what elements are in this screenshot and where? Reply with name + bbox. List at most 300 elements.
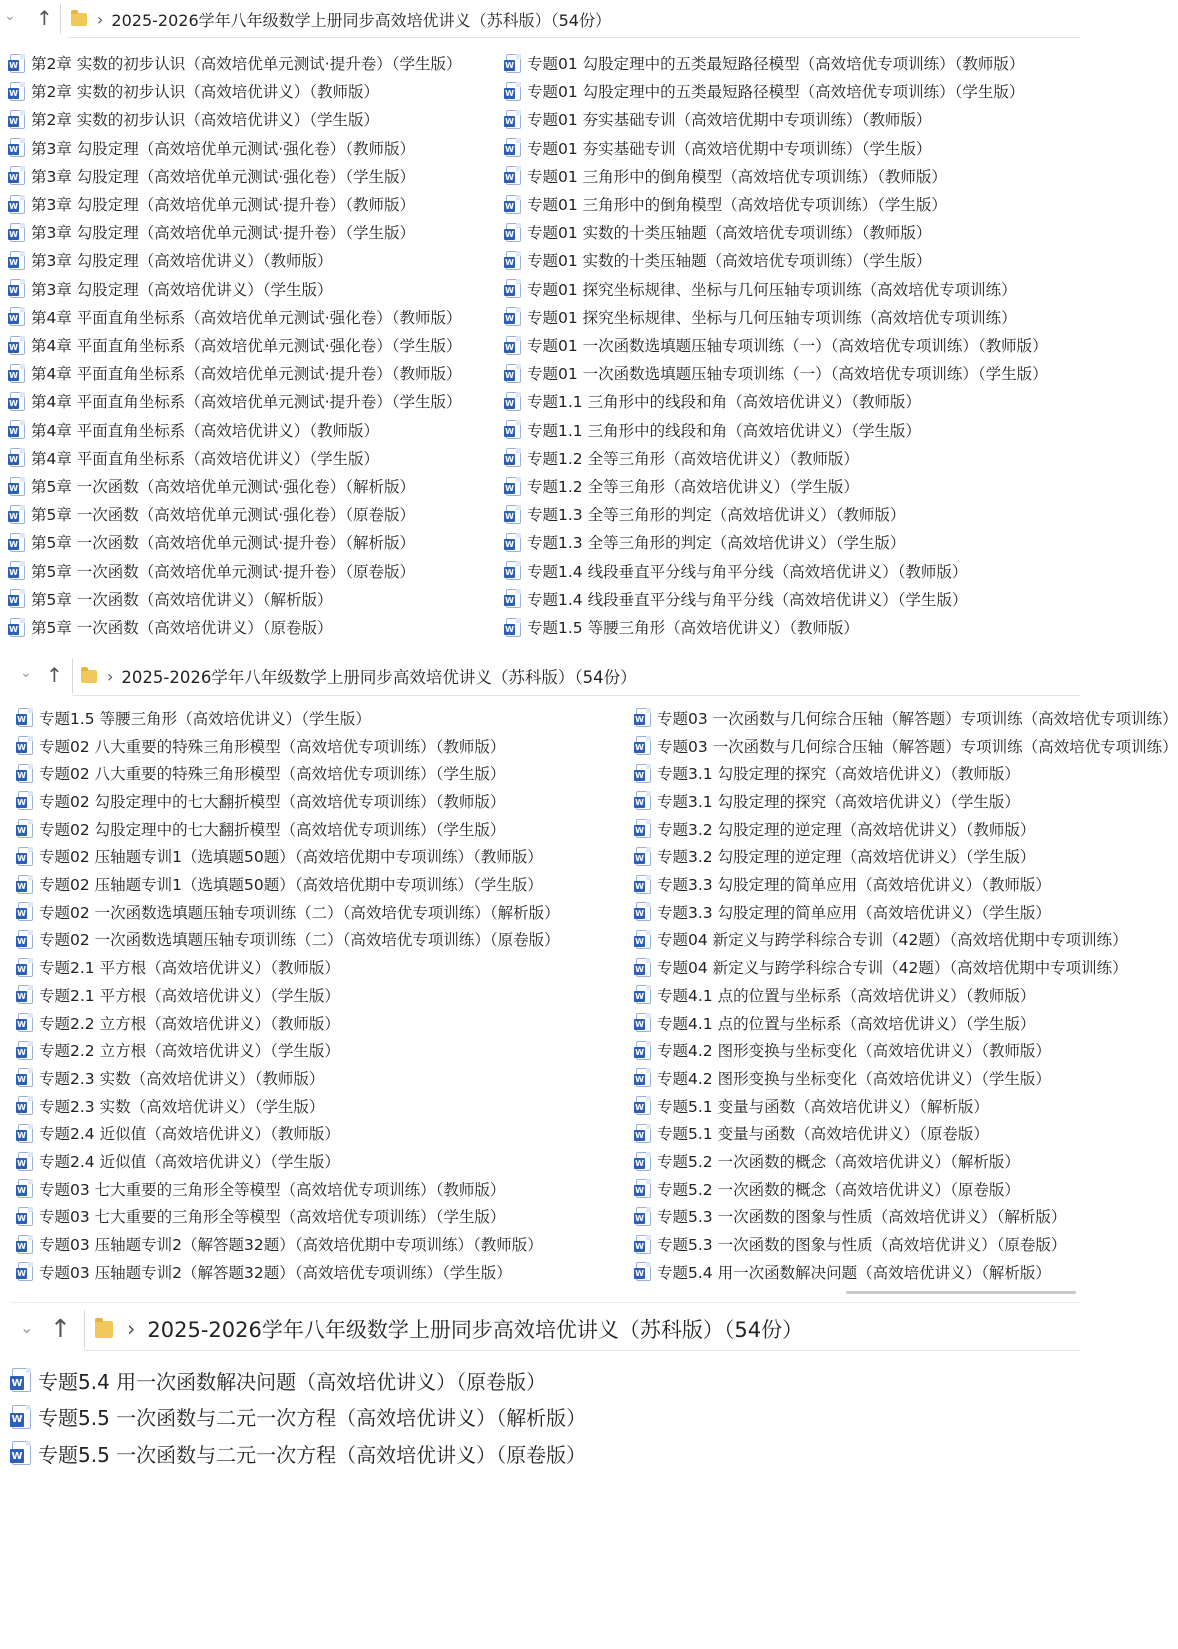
word-badge: W xyxy=(635,1186,644,1196)
file-item[interactable] xyxy=(18,1036,614,1064)
file-item[interactable] xyxy=(12,1435,1072,1472)
word-badge: W xyxy=(17,715,26,725)
file-item[interactable] xyxy=(10,387,492,415)
file-name: 第4章 平面直角坐标系（高效培优单元测试·强化卷）（教师版） xyxy=(31,308,462,327)
word-badge: W xyxy=(505,511,514,521)
file-name: 第2章 实数的初步认识（高效培优讲义）（教师版） xyxy=(31,83,380,102)
word-badge: W xyxy=(635,936,644,946)
word-document-icon xyxy=(12,1441,31,1465)
word-badge: W xyxy=(17,853,26,863)
up-arrow-icon[interactable]: ↑ xyxy=(50,1314,71,1343)
address-path[interactable] xyxy=(84,1310,1080,1348)
file-item[interactable] xyxy=(636,759,1080,787)
file-item[interactable] xyxy=(636,1009,1080,1037)
word-document-icon xyxy=(506,618,521,637)
word-badge: W xyxy=(9,257,18,267)
file-item[interactable] xyxy=(18,1175,614,1203)
file-item[interactable] xyxy=(18,953,614,981)
file-name: 专题1.1 三角形中的线段和角（高效培优讲义）（教师版） xyxy=(527,393,921,412)
explorer-panel-2 xyxy=(0,655,1178,1298)
breadcrumb-path[interactable]: 2025-2026学年八年级数学上册同步高效培优讲义（苏科版）（54份） xyxy=(147,1318,804,1342)
word-document-icon xyxy=(506,364,521,383)
file-name: 第5章 一次函数（高效培优单元测试·提升卷）（解析版） xyxy=(31,534,415,553)
word-badge: W xyxy=(17,909,26,919)
file-item[interactable] xyxy=(10,500,492,528)
word-document-icon xyxy=(10,138,25,157)
file-item[interactable] xyxy=(18,787,614,815)
word-badge: W xyxy=(9,314,18,324)
file-item[interactable] xyxy=(10,49,492,77)
word-document-icon xyxy=(18,1068,33,1087)
file-item[interactable] xyxy=(10,218,492,246)
word-badge: W xyxy=(17,743,26,753)
file-item[interactable] xyxy=(10,77,492,105)
file-item[interactable] xyxy=(10,162,492,190)
file-item[interactable] xyxy=(506,331,1080,359)
breadcrumb-separator: › xyxy=(97,9,104,29)
file-item[interactable] xyxy=(636,1120,1080,1148)
file-item[interactable] xyxy=(506,190,1080,218)
word-badge: W xyxy=(17,770,26,780)
file-item[interactable] xyxy=(636,1147,1080,1175)
chevron-down-icon[interactable]: ⌄ xyxy=(20,665,32,681)
file-item[interactable] xyxy=(636,981,1080,1009)
file-name: 专题3.1 勾股定理的探究（高效培优讲义）（教师版） xyxy=(657,765,1020,784)
word-badge: W xyxy=(17,1047,26,1057)
word-document-icon xyxy=(10,618,25,637)
file-item[interactable] xyxy=(10,585,492,613)
word-badge: W xyxy=(635,770,644,780)
word-document-icon xyxy=(636,1041,651,1060)
file-name: 专题03 一次函数与几何综合压轴（解答题）专项训练（高效培优专项训练） xyxy=(657,737,1178,756)
file-item[interactable] xyxy=(10,303,492,331)
word-badge: W xyxy=(635,1130,644,1140)
file-item[interactable] xyxy=(636,1203,1080,1231)
divider xyxy=(72,695,1080,696)
address-bar xyxy=(0,4,1080,34)
file-item[interactable] xyxy=(506,500,1080,528)
word-document-icon xyxy=(10,195,25,214)
file-name: 第4章 平面直角坐标系（高效培优单元测试·提升卷）（学生版） xyxy=(31,393,462,412)
word-document-icon xyxy=(10,166,25,185)
word-badge: W xyxy=(635,1075,644,1085)
file-item[interactable] xyxy=(506,49,1080,77)
file-item[interactable] xyxy=(506,275,1080,303)
file-item[interactable] xyxy=(18,1230,614,1258)
file-list-left xyxy=(18,704,614,1294)
file-name: 专题1.4 线段垂直平分线与角平分线（高效培优讲义）（教师版） xyxy=(527,562,968,581)
word-badge: W xyxy=(505,116,514,126)
word-document-icon xyxy=(18,1041,33,1060)
file-name: 第4章 平面直角坐标系（高效培优单元测试·强化卷）（学生版） xyxy=(31,337,462,356)
file-item[interactable] xyxy=(18,1009,614,1037)
file-name: 专题1.1 三角形中的线段和角（高效培优讲义）（学生版） xyxy=(527,421,921,440)
file-name: 专题02 八大重要的特殊三角形模型（高效培优专项训练）（教师版） xyxy=(39,737,506,756)
word-document-icon xyxy=(636,930,651,949)
file-item[interactable] xyxy=(12,1362,1072,1399)
file-name: 专题2.2 立方根（高效培优讲义）（教师版） xyxy=(39,1014,340,1033)
file-item[interactable] xyxy=(506,472,1080,500)
word-badge: W xyxy=(9,539,18,549)
file-name: 第3章 勾股定理（高效培优讲义）（学生版） xyxy=(31,280,333,299)
word-document-icon xyxy=(10,251,25,270)
word-badge: W xyxy=(635,1103,644,1113)
file-item[interactable] xyxy=(506,444,1080,472)
file-name: 第3章 勾股定理（高效培优单元测试·强化卷）（学生版） xyxy=(31,167,415,186)
word-document-icon xyxy=(10,589,25,608)
file-name: 专题01 实数的十类压轴题（高效培优专项训练）（教师版） xyxy=(527,224,932,243)
file-item[interactable] xyxy=(10,190,492,218)
file-item[interactable] xyxy=(18,926,614,954)
file-item[interactable] xyxy=(18,981,614,1009)
file-item[interactable] xyxy=(506,387,1080,415)
word-badge: W xyxy=(11,1414,23,1426)
file-item[interactable] xyxy=(18,898,614,926)
word-badge: W xyxy=(9,568,18,578)
word-badge: W xyxy=(17,1241,26,1251)
file-name: 专题01 三角形中的倒角模型（高效培优专项训练）（学生版） xyxy=(527,196,947,215)
file-item[interactable] xyxy=(18,704,614,732)
file-item[interactable] xyxy=(636,815,1080,843)
file-name: 专题2.4 近似值（高效培优讲义）（教师版） xyxy=(39,1125,340,1144)
word-badge: W xyxy=(635,992,644,1002)
file-name: 专题4.1 点的位置与坐标系（高效培优讲义）（教师版） xyxy=(657,986,1036,1005)
word-badge: W xyxy=(505,596,514,606)
word-document-icon xyxy=(636,1207,651,1226)
word-badge: W xyxy=(505,342,514,352)
word-badge: W xyxy=(17,992,26,1002)
file-name: 专题1.3 全等三角形的判定（高效培优讲义）（学生版） xyxy=(527,534,906,553)
word-badge: W xyxy=(505,483,514,493)
chevron-down-icon[interactable]: ⌄ xyxy=(4,8,16,24)
file-item[interactable] xyxy=(506,105,1080,133)
file-name: 专题2.3 实数（高效培优讲义）（教师版） xyxy=(39,1069,325,1088)
file-list-right xyxy=(506,49,1080,649)
file-name: 专题5.5 一次函数与二元一次方程（高效培优讲义）（原卷版） xyxy=(38,1442,587,1467)
word-document-icon xyxy=(636,1068,651,1087)
word-document-icon xyxy=(636,958,651,977)
word-badge: W xyxy=(17,1269,26,1279)
word-badge: W xyxy=(9,398,18,408)
file-name: 专题5.2 一次函数的概念（高效培优讲义）（解析版） xyxy=(657,1153,1020,1172)
word-badge: W xyxy=(17,1075,26,1085)
word-document-icon xyxy=(506,195,521,214)
file-name: 专题03 七大重要的三角形全等模型（高效培优专项训练）（教师版） xyxy=(39,1180,506,1199)
word-document-icon xyxy=(18,875,33,894)
file-item[interactable] xyxy=(506,613,1080,641)
word-badge: W xyxy=(17,1158,26,1168)
file-name: 专题01 夯实基础专训（高效培优期中专项训练）（学生版） xyxy=(527,139,932,158)
file-item[interactable] xyxy=(506,77,1080,105)
file-name: 第3章 勾股定理（高效培优单元测试·提升卷）（学生版） xyxy=(31,224,415,243)
word-document-icon xyxy=(18,902,33,921)
word-badge: W xyxy=(9,201,18,211)
word-badge: W xyxy=(17,1103,26,1113)
word-document-icon xyxy=(10,392,25,411)
file-name: 专题1.2 全等三角形（高效培优讲义）（学生版） xyxy=(527,478,859,497)
word-badge: W xyxy=(17,826,26,836)
file-item[interactable] xyxy=(10,444,492,472)
word-document-icon xyxy=(636,1124,651,1143)
file-item[interactable] xyxy=(506,359,1080,387)
word-badge: W xyxy=(505,201,514,211)
word-document-icon xyxy=(636,875,651,894)
up-arrow-icon[interactable]: ↑ xyxy=(46,663,63,687)
word-document-icon xyxy=(506,448,521,467)
file-item[interactable] xyxy=(635,926,1128,954)
word-badge: W xyxy=(505,427,514,437)
word-document-icon xyxy=(18,1124,33,1143)
file-name: 专题01 三角形中的倒角模型（高效培优专项训练）（教师版） xyxy=(527,167,947,186)
file-name: 第5章 一次函数（高效培优单元测试·强化卷）（解析版） xyxy=(31,478,415,497)
word-document-icon xyxy=(18,1235,33,1254)
word-badge: W xyxy=(635,1269,644,1279)
word-document-icon xyxy=(18,1152,33,1171)
word-document-icon xyxy=(636,1096,651,1115)
explorer-panel-1 xyxy=(0,0,1080,652)
word-badge: W xyxy=(17,936,26,946)
word-badge: W xyxy=(11,1450,23,1462)
word-badge: W xyxy=(9,145,18,155)
file-item[interactable] xyxy=(636,843,1080,871)
word-badge: W xyxy=(9,483,18,493)
file-item[interactable] xyxy=(10,359,492,387)
file-name: 专题3.3 勾股定理的简单应用（高效培优讲义）（学生版） xyxy=(657,903,1051,922)
file-item[interactable] xyxy=(18,1203,614,1231)
file-item[interactable] xyxy=(506,303,1080,331)
file-name: 专题4.2 图形变换与坐标变化（高效培优讲义）（教师版） xyxy=(657,1042,1051,1061)
file-item[interactable] xyxy=(18,870,614,898)
word-badge: W xyxy=(505,173,514,183)
word-document-icon xyxy=(10,279,25,298)
word-document-icon xyxy=(10,110,25,129)
word-badge: W xyxy=(635,743,644,753)
word-document-icon xyxy=(18,1013,33,1032)
word-badge: W xyxy=(17,1130,26,1140)
file-name: 专题5.2 一次函数的概念（高效培优讲义）（原卷版） xyxy=(657,1180,1020,1199)
file-name: 专题3.3 勾股定理的简单应用（高效培优讲义）（教师版） xyxy=(657,876,1051,895)
word-document-icon xyxy=(18,930,33,949)
file-name: 第5章 一次函数（高效培优单元测试·强化卷）（原卷版） xyxy=(31,506,415,525)
file-item[interactable] xyxy=(635,732,1178,760)
file-name: 第5章 一次函数（高效培优单元测试·提升卷）（原卷版） xyxy=(31,562,415,581)
word-document-icon xyxy=(506,110,521,129)
word-badge: W xyxy=(9,370,18,380)
word-document-icon xyxy=(10,54,25,73)
word-document-icon xyxy=(506,505,521,524)
file-name: 专题1.5 等腰三角形（高效培优讲义）（教师版） xyxy=(527,619,859,638)
file-name: 专题01 一次函数选填题压轴专项训练（一）（高效培优专项训练）（教师版） xyxy=(527,337,1048,356)
file-item[interactable] xyxy=(636,1230,1080,1258)
word-badge: W xyxy=(635,853,644,863)
word-document-icon xyxy=(18,1179,33,1198)
file-name: 专题02 八大重要的特殊三角形模型（高效培优专项训练）（学生版） xyxy=(39,765,506,784)
word-badge: W xyxy=(17,798,26,808)
word-document-icon xyxy=(506,223,521,242)
file-item[interactable] xyxy=(635,953,1128,981)
file-name: 第2章 实数的初步认识（高效培优单元测试·提升卷）（学生版） xyxy=(31,55,462,74)
file-item[interactable] xyxy=(636,1036,1080,1064)
file-name: 专题5.1 变量与函数（高效培优讲义）（解析版） xyxy=(657,1097,989,1116)
chevron-down-icon[interactable]: ⌄ xyxy=(20,1318,34,1337)
file-item[interactable] xyxy=(18,1258,614,1286)
file-item[interactable] xyxy=(10,134,492,162)
file-name: 专题5.3 一次函数的图象与性质（高效培优讲义）（解析版） xyxy=(657,1208,1067,1227)
word-badge: W xyxy=(505,286,514,296)
word-badge: W xyxy=(505,257,514,267)
file-item[interactable] xyxy=(635,704,1178,732)
file-name: 专题01 探究坐标规律、坐标与几何压轴专项训练（高效培优专项训练） xyxy=(527,308,1017,327)
file-item[interactable] xyxy=(636,787,1080,815)
file-item[interactable] xyxy=(636,870,1080,898)
divider xyxy=(84,1350,1080,1351)
file-name: 专题02 压轴题专训1（选填题50题）（高效培优期中专项训练）（学生版） xyxy=(39,876,543,895)
word-badge: W xyxy=(505,145,514,155)
word-document-icon xyxy=(10,82,25,101)
word-document-icon xyxy=(506,138,521,157)
file-name: 专题3.1 勾股定理的探究（高效培优讲义）（学生版） xyxy=(657,792,1020,811)
file-item[interactable] xyxy=(10,416,492,444)
file-item[interactable] xyxy=(10,528,492,556)
word-document-icon xyxy=(506,279,521,298)
word-document-icon xyxy=(506,82,521,101)
file-name: 专题2.1 平方根（高效培优讲义）（学生版） xyxy=(39,986,340,1005)
file-item[interactable] xyxy=(506,162,1080,190)
word-badge: W xyxy=(635,909,644,919)
word-badge: W xyxy=(9,88,18,98)
up-arrow-icon[interactable]: ↑ xyxy=(36,6,53,30)
word-document-icon xyxy=(636,764,651,783)
word-badge: W xyxy=(505,624,514,634)
word-badge: W xyxy=(635,1213,644,1223)
file-list-left xyxy=(10,49,492,649)
file-item[interactable] xyxy=(18,843,614,871)
word-document-icon xyxy=(18,819,33,838)
address-path[interactable] xyxy=(72,659,1080,693)
word-document-icon xyxy=(636,1152,651,1171)
divider xyxy=(10,1302,1080,1303)
file-item[interactable] xyxy=(10,472,492,500)
address-path[interactable] xyxy=(60,4,1080,34)
file-item[interactable] xyxy=(506,557,1080,585)
file-name: 第4章 平面直角坐标系（高效培优单元测试·提升卷）（教师版） xyxy=(31,365,462,384)
file-item[interactable] xyxy=(18,759,614,787)
file-name: 专题02 一次函数选填题压轴专项训练（二）（高效培优专项训练）（解析版） xyxy=(39,903,560,922)
word-document-icon xyxy=(506,477,521,496)
horizontal-scrollbar[interactable] xyxy=(846,1291,1076,1294)
word-document-icon xyxy=(506,561,521,580)
file-item[interactable] xyxy=(636,1175,1080,1203)
file-name: 专题3.2 勾股定理的逆定理（高效培优讲义）（学生版） xyxy=(657,848,1036,867)
file-name: 专题4.2 图形变换与坐标变化（高效培优讲义）（学生版） xyxy=(657,1069,1051,1088)
word-document-icon xyxy=(18,1096,33,1115)
file-item[interactable] xyxy=(12,1399,1072,1436)
word-badge: W xyxy=(17,1020,26,1030)
word-document-icon xyxy=(10,477,25,496)
word-document-icon xyxy=(506,392,521,411)
file-item[interactable] xyxy=(10,246,492,274)
word-document-icon xyxy=(506,533,521,552)
file-item[interactable] xyxy=(506,416,1080,444)
word-badge: W xyxy=(635,964,644,974)
word-document-icon xyxy=(636,847,651,866)
word-document-icon xyxy=(10,223,25,242)
word-badge: W xyxy=(9,511,18,521)
file-name: 第4章 平面直角坐标系（高效培优讲义）（学生版） xyxy=(31,449,380,468)
file-item[interactable] xyxy=(506,585,1080,613)
file-item[interactable] xyxy=(10,613,492,641)
word-badge: W xyxy=(17,1186,26,1196)
folder-icon xyxy=(95,1321,113,1338)
word-badge: W xyxy=(11,1377,23,1389)
file-item[interactable] xyxy=(506,218,1080,246)
file-name: 专题5.5 一次函数与二元一次方程（高效培优讲义）（解析版） xyxy=(38,1406,587,1431)
file-item[interactable] xyxy=(18,1064,614,1092)
file-item[interactable] xyxy=(636,1258,1080,1286)
file-item[interactable] xyxy=(636,1092,1080,1120)
word-document-icon xyxy=(506,307,521,326)
breadcrumb-path[interactable]: 2025-2026学年八年级数学上册同步高效培优讲义（苏科版）（54份） xyxy=(111,10,611,30)
file-name: 专题04 新定义与跨学科综合专训（42题）（高效培优期中专项训练） xyxy=(657,931,1128,950)
word-document-icon xyxy=(12,1405,31,1429)
file-item[interactable] xyxy=(506,246,1080,274)
file-name: 专题01 勾股定理中的五类最短路径模型（高效培优专项训练）（学生版） xyxy=(527,83,1025,102)
file-name: 第5章 一次函数（高效培优讲义）（解析版） xyxy=(31,590,333,609)
word-badge: W xyxy=(9,116,18,126)
file-item[interactable] xyxy=(10,557,492,585)
word-document-icon xyxy=(10,336,25,355)
word-document-icon xyxy=(18,847,33,866)
file-name: 专题03 压轴题专训2（解答题32题）（高效培优期中专项训练）（教师版） xyxy=(39,1236,543,1255)
file-name: 专题1.2 全等三角形（高效培优讲义）（教师版） xyxy=(527,449,859,468)
file-item[interactable] xyxy=(506,134,1080,162)
file-name: 专题02 勾股定理中的七大翻折模型（高效培优专项训练）（教师版） xyxy=(39,792,506,811)
word-badge: W xyxy=(505,568,514,578)
word-document-icon xyxy=(636,1235,651,1254)
file-item[interactable] xyxy=(10,331,492,359)
file-name: 专题03 七大重要的三角形全等模型（高效培优专项训练）（学生版） xyxy=(39,1208,506,1227)
file-item[interactable] xyxy=(18,1120,614,1148)
word-document-icon xyxy=(18,764,33,783)
file-item[interactable] xyxy=(10,105,492,133)
file-name: 专题4.1 点的位置与坐标系（高效培优讲义）（学生版） xyxy=(657,1014,1036,1033)
word-badge: W xyxy=(635,826,644,836)
file-item[interactable] xyxy=(18,732,614,760)
word-badge: W xyxy=(505,60,514,70)
file-item[interactable] xyxy=(636,898,1080,926)
file-item[interactable] xyxy=(10,275,492,303)
folder-icon xyxy=(71,13,87,26)
file-name: 专题01 探究坐标规律、坐标与几何压轴专项训练（高效培优专项训练） xyxy=(527,280,1017,299)
file-item[interactable] xyxy=(506,528,1080,556)
word-document-icon xyxy=(10,505,25,524)
file-list xyxy=(12,1362,1072,1482)
word-document-icon xyxy=(10,364,25,383)
file-name: 专题2.3 实数（高效培优讲义）（学生版） xyxy=(39,1097,325,1116)
file-name: 专题5.3 一次函数的图象与性质（高效培优讲义）（原卷版） xyxy=(657,1236,1067,1255)
file-item[interactable] xyxy=(636,1064,1080,1092)
file-item[interactable] xyxy=(18,1147,614,1175)
word-document-icon xyxy=(636,985,651,1004)
file-name: 专题2.4 近似值（高效培优讲义）（学生版） xyxy=(39,1153,340,1172)
file-item[interactable] xyxy=(18,1092,614,1120)
word-badge: W xyxy=(9,455,18,465)
word-document-icon xyxy=(506,336,521,355)
file-item[interactable] xyxy=(18,815,614,843)
word-document-icon xyxy=(636,1179,651,1198)
word-badge: W xyxy=(9,427,18,437)
breadcrumb-path[interactable]: 2025-2026学年八年级数学上册同步高效培优讲义（苏科版）（54份） xyxy=(121,668,637,687)
